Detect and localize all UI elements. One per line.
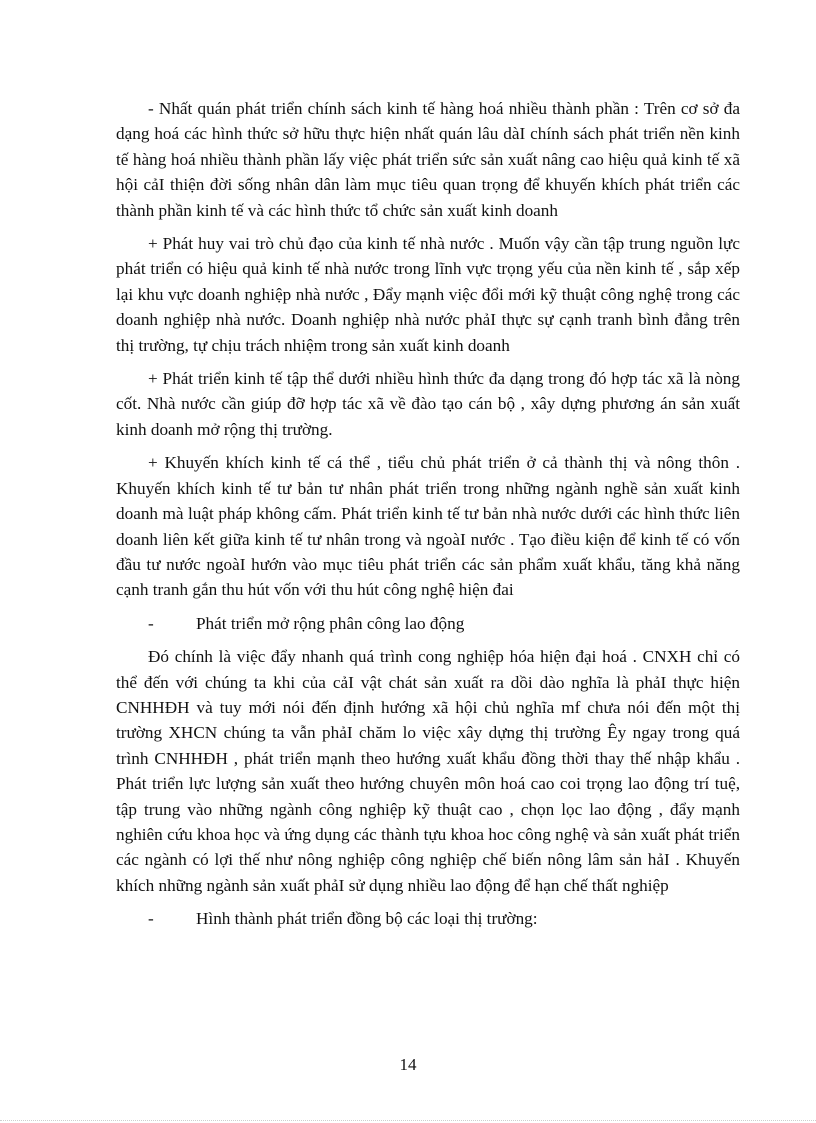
paragraph-policy: - Nhất quán phát triển chính sách kinh tế hàng hoá nhiều thành phần : Trên cơ sở đa dạng hoá các hình thức sở hữu thực hiện nhất quán lâu dàI chính sách phát triển nền kinh tế hàng hoá nhiều thành phần lấy việc phát triển sức sản xuất nâng cao hiệu quả kinh tế xã hội cảI thiện đời sống nhân dân làm mục tiêu quan trọng để khuyến khích phát triển các thành phần kinh tế và các hình thức tổ chức sản xuất kinh doanh — [116, 99, 740, 220]
dash-bullet: - — [148, 613, 154, 633]
page-content — [116, 96, 740, 940]
dash-bullet: - — [148, 909, 154, 929]
section-heading-markets — [116, 906, 740, 931]
section-heading-labor-division — [116, 611, 740, 636]
paragraph-collective-economy: + Phát triển kinh tế tập thể dưới nhiều hình thức đa dạng trong đó hợp tác xã là nòng cốt. Nhà nước cần giúp đỡ hợp tác xã về đào tạo cán bộ , xây dựng phương án sản xuất kinh doanh mở rộng thị trường. — [116, 369, 740, 439]
paragraph-individual-economy: + Khuyến khích kinh tế cá thể , tiểu chủ phát triển ở cả thành thị và nông thôn . Khuyến khích kinh tế tư bản tư nhân phát triển trong những ngành nghề sản xuất kinh doanh mà luật pháp không cấm. Phát triển kinh tế tư bản nhà nước dưới các hình thức liên doanh liên kết giữa kinh tế tư nhân trong và ngoàI nước . Tạo điều kiện để kinh tế có vốn đầu tư nước ngoàI hướn vào mục tiêu phát triển các sản phẩm xuất khẩu, tăng khả năng cạnh tranh gắn thu hút vốn với thu hút công nghệ hiện đai — [116, 453, 740, 600]
paragraph-state-economy: + Phát huy vai trò chủ đạo của kinh tế nhà nước . Muốn vậy cần tập trung nguồn lực phát triển có hiệu quả kinh tế nhà nước trong lĩnh vực trọng yếu của nền kinh tế , sắp xếp lại khu vực doanh nghiệp nhà nước , Đẩy mạnh việc đổi mới kỹ thuật công nghệ trong các doanh nghiệp nhà nước. Doanh nghiệp nhà nước phảI thực sự cạnh tranh bình đẳng trên thị trường, tự chịu trách nhiệm trong sản xuất kinh doanh — [116, 234, 740, 355]
heading-text: Phát triển mở rộng phân công lao động — [196, 613, 465, 633]
heading-text: Hình thành phát triển đồng bộ các loại thị trường: — [196, 909, 538, 929]
page-number: 14 — [399, 1055, 417, 1074]
paragraph-industrialization: Đó chính là việc đẩy nhanh quá trình cong nghiệp hóa hiện đại hoá . CNXH chỉ có thể đến với chúng ta khi của cảI vật chát sản xuất ra dồi dào nghĩa là phảI thực hiện CNHHĐH và tuy mới nói đến định hướng xã hội chủ nghĩa mf chưa nói đến một thị trường XHCN chúng ta vẫn phảI chăm lo việc xây dựng thị trường Êy ngay trong quá trình CNHHĐH , phát triển mạnh theo hướng xuất khẩu đồng thời thay thế nhập khẩu . Phát triển lực lượng sản xuất theo hướng chuyên môn hoá cao coi trọng lao động trí tuệ, tập trung vào những ngành công nghiệp kỹ thuật cao , chọn lọc lao động , đẩy mạnh nghiên cứu khoa học và ứng dụng các thành tựu khoa hoc công nghệ và sản xuất phát triển các ngành có lợi thế như nông nghiệp công nghiệp chế biến nông lâm sản hảI . Khuyến khích những ngành sản xuất phảI sử dụng nhiều lao động để hạn chế thất nghiệp — [116, 647, 740, 895]
page-bottom-divider — [0, 1120, 816, 1121]
